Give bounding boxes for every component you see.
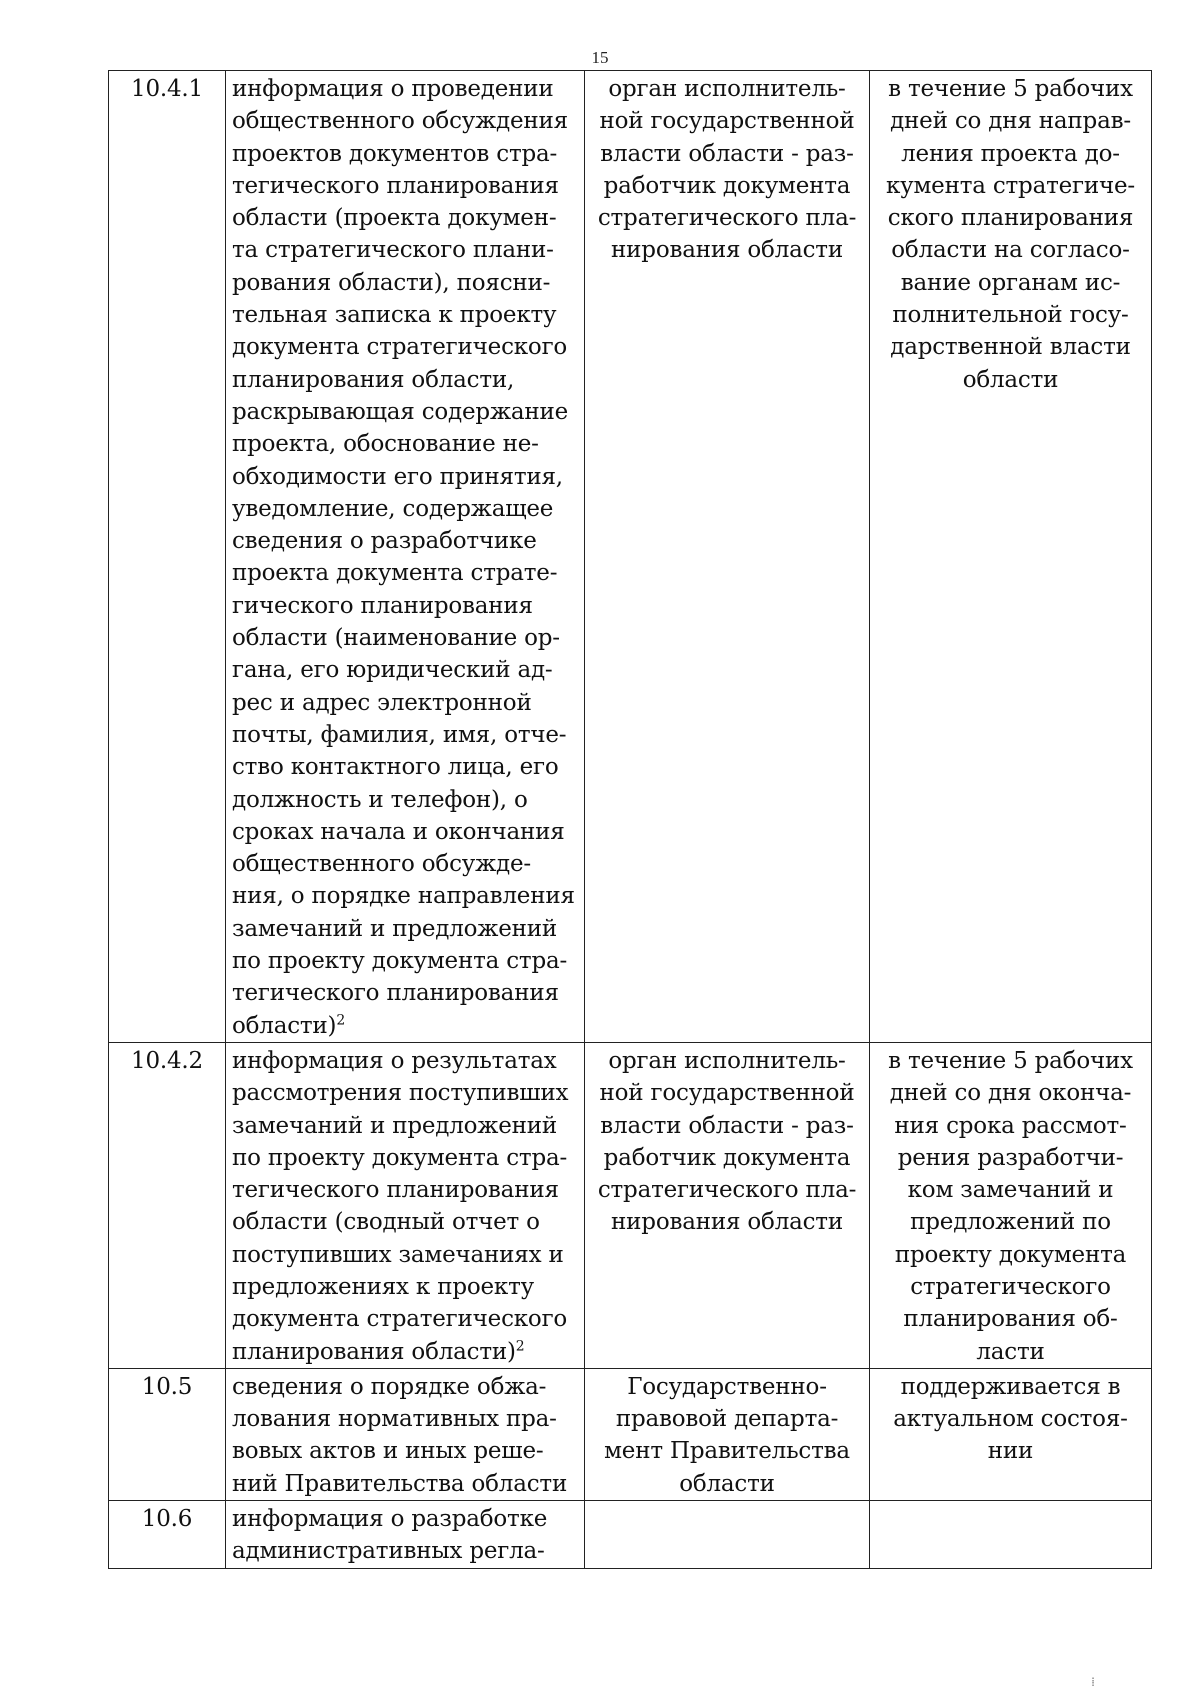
description-text: сроках начала и окончания <box>232 818 565 845</box>
footnote-marker: 2 <box>515 1337 525 1354</box>
description-line <box>232 687 578 719</box>
description-text: проекта документа страте- <box>232 560 558 587</box>
description-cell <box>226 1501 585 1569</box>
description-text: документа стратегического <box>232 334 568 361</box>
description-line <box>232 170 578 202</box>
description-line <box>232 428 578 460</box>
term-line: стратегического <box>910 1273 1111 1300</box>
responsible-line: власти области - раз- <box>600 140 854 167</box>
term-line: ния срока рассмот- <box>894 1112 1127 1139</box>
footnote-marker: 2 <box>336 1011 346 1028</box>
description-text: ство контактного лица, его <box>232 754 559 781</box>
description-text: лования нормативных пра- <box>232 1406 557 1433</box>
item-number-cell <box>109 71 226 1043</box>
description-text: документа стратегического <box>232 1306 568 1333</box>
description-text: области (наименование ор- <box>232 625 560 652</box>
description-text: вовых актов и иных реше- <box>232 1438 544 1465</box>
description-text: гана, его юридический ад- <box>232 657 553 684</box>
responsible-line: орган исполнитель- <box>608 76 846 102</box>
description-text: рассмотрения поступивших <box>232 1080 569 1107</box>
description-cell <box>226 1042 585 1368</box>
description-line <box>232 590 578 622</box>
description-line <box>232 299 578 331</box>
description-line <box>232 1503 578 1535</box>
description-line <box>232 977 578 1009</box>
description-text: информация о результатах <box>232 1047 557 1074</box>
description-line <box>232 138 578 170</box>
description-line <box>232 654 578 686</box>
term-cell <box>870 1501 1152 1569</box>
scan-edge-mark: ⁞ <box>1091 1675 1095 1689</box>
term-line: дарственной власти <box>890 334 1131 361</box>
description-text: проектов документов стра- <box>232 140 558 167</box>
description-line <box>232 1303 578 1335</box>
description-text: области) <box>232 1012 337 1039</box>
description-line <box>232 784 578 816</box>
responsible-cell <box>585 1368 870 1500</box>
description-text: планирования области, <box>232 366 515 393</box>
term-line: планирования об- <box>903 1306 1118 1333</box>
term-line: рения разработчи- <box>897 1144 1124 1171</box>
description-text: общественного обсуждения <box>232 108 568 135</box>
description-cell <box>226 71 585 1043</box>
item-number-cell <box>109 1042 226 1368</box>
description-line <box>232 719 578 751</box>
table-row <box>109 71 1152 1043</box>
description-text: та стратегического плани- <box>232 237 554 264</box>
term-cell <box>870 71 1152 1043</box>
description-text: области (сводный отчет о <box>232 1209 540 1236</box>
item-number-cell <box>109 1368 226 1500</box>
responsible-line: работчик документа <box>603 172 851 199</box>
description-line <box>232 1045 578 1077</box>
description-text: замечаний и предложений <box>232 915 558 942</box>
term-line: в течение 5 рабочих <box>888 76 1133 102</box>
term-line: полнительной госу- <box>892 302 1129 329</box>
responsible-line: орган исполнитель- <box>608 1047 846 1074</box>
responsible-cell <box>585 1501 870 1569</box>
description-line <box>232 751 578 783</box>
description-text: по проекту документа стра- <box>232 1144 568 1171</box>
description-line <box>232 913 578 945</box>
description-line <box>232 1206 578 1238</box>
description-text: тегического планирования <box>232 980 559 1007</box>
description-text: ния, о порядке направления <box>232 883 575 910</box>
description-line <box>232 331 578 363</box>
description-line <box>232 267 578 299</box>
description-line <box>232 493 578 525</box>
responsible-line: ной государственной <box>599 108 855 135</box>
description-text: рования области), поясни- <box>232 269 551 296</box>
description-text: гического планирования <box>232 592 533 619</box>
description-line <box>232 234 578 266</box>
responsible-line: работчик документа <box>603 1144 851 1171</box>
responsible-line: Государственно- <box>627 1373 827 1400</box>
description-text: сведения о порядке обжа- <box>232 1373 547 1400</box>
responsible-line: стратегического пла- <box>597 205 857 232</box>
description-text: информация о проведении <box>232 76 554 102</box>
description-text: поступивших замечаниях и <box>232 1241 564 1268</box>
description-text: информация о разработке <box>232 1506 548 1533</box>
description-line <box>232 1403 578 1435</box>
description-line <box>232 880 578 912</box>
table-row <box>109 1368 1152 1500</box>
description-text: административных регла- <box>232 1538 545 1565</box>
description-text: обходимости его принятия, <box>232 463 563 490</box>
description-text: рес и адрес электронной <box>232 689 532 716</box>
description-line <box>232 73 578 105</box>
description-line <box>232 1435 578 1467</box>
description-text: ний Правительства области <box>232 1470 568 1497</box>
description-line <box>232 945 578 977</box>
description-line <box>232 1271 578 1303</box>
responsible-line: власти области - раз- <box>600 1112 854 1139</box>
description-line <box>232 1239 578 1271</box>
description-line <box>232 1336 578 1368</box>
description-text: тельная записка к проекту <box>232 302 557 329</box>
description-line <box>232 364 578 396</box>
term-line: области на согласо- <box>891 237 1130 264</box>
term-line: ласти <box>976 1338 1045 1365</box>
term-line: дней со дня направ- <box>890 108 1131 135</box>
term-line: вание органам ис- <box>900 269 1121 296</box>
description-line <box>232 622 578 654</box>
description-text: планирования области) <box>232 1338 516 1365</box>
table-row <box>109 1042 1152 1368</box>
description-line <box>232 1110 578 1142</box>
description-line <box>232 396 578 428</box>
item-number: 10.4.2 <box>131 1047 203 1074</box>
description-text: замечаний и предложений <box>232 1112 558 1139</box>
term-line: ского планирования <box>887 205 1134 232</box>
description-line <box>232 1142 578 1174</box>
description-text: общественного обсужде- <box>232 851 531 878</box>
description-line <box>232 105 578 137</box>
description-text: тегического планирования <box>232 172 559 199</box>
responsible-line: области <box>679 1470 775 1497</box>
description-text: тегического планирования <box>232 1177 559 1204</box>
responsible-cell <box>585 1042 870 1368</box>
responsible-line: стратегического пла- <box>597 1177 857 1204</box>
description-text: уведомление, содержащее <box>232 495 554 522</box>
document-table <box>108 70 1152 1569</box>
page-number: 15 <box>591 48 609 67</box>
item-number: 10.6 <box>141 1506 193 1533</box>
responsible-line: ной государственной <box>599 1080 855 1107</box>
term-line: предложений по <box>910 1209 1111 1236</box>
term-line: в течение 5 рабочих <box>888 1047 1133 1074</box>
description-text: должность и телефон), о <box>232 786 528 813</box>
responsible-cell <box>585 71 870 1043</box>
description-line <box>232 848 578 880</box>
term-line: ком замечаний и <box>907 1177 1114 1204</box>
description-text: почты, фамилия, имя, отче- <box>232 721 567 748</box>
description-text: сведения о разработчике <box>232 528 537 555</box>
item-number: 10.5 <box>141 1373 193 1400</box>
term-line: области <box>962 366 1059 393</box>
term-line: поддерживается в <box>900 1373 1121 1400</box>
description-line <box>232 461 578 493</box>
description-line <box>232 1010 578 1042</box>
description-line <box>232 557 578 589</box>
description-line <box>232 1077 578 1109</box>
description-text: проекта, обоснование не- <box>232 431 539 458</box>
responsible-line: нирования области <box>611 1209 843 1236</box>
description-line <box>232 1174 578 1206</box>
term-line: актуальном состоя- <box>893 1406 1128 1433</box>
term-line: проекту документа <box>894 1241 1127 1268</box>
description-text: раскрывающая содержание <box>232 398 569 425</box>
responsible-line: мент Правительства <box>604 1438 850 1465</box>
description-text: области (проекта докумен- <box>232 205 557 232</box>
description-line <box>232 816 578 848</box>
description-cell <box>226 1368 585 1500</box>
term-line: дней со дня оконча- <box>889 1080 1132 1107</box>
term-line: нии <box>987 1438 1034 1465</box>
table-row <box>109 1501 1152 1569</box>
item-number: 10.4.1 <box>131 76 203 102</box>
description-line <box>232 525 578 557</box>
term-cell <box>870 1042 1152 1368</box>
responsible-line: правовой департа- <box>615 1406 839 1433</box>
description-line <box>232 202 578 234</box>
item-number-cell <box>109 1501 226 1569</box>
description-text: по проекту документа стра- <box>232 948 568 975</box>
description-line <box>232 1371 578 1403</box>
term-line: ления проекта до- <box>901 140 1120 167</box>
term-cell <box>870 1368 1152 1500</box>
term-line: кумента стратегиче- <box>885 172 1136 199</box>
responsible-line: нирования области <box>611 237 843 264</box>
description-line <box>232 1468 578 1500</box>
description-text: предложениях к проекту <box>232 1273 534 1300</box>
description-line <box>232 1535 578 1567</box>
